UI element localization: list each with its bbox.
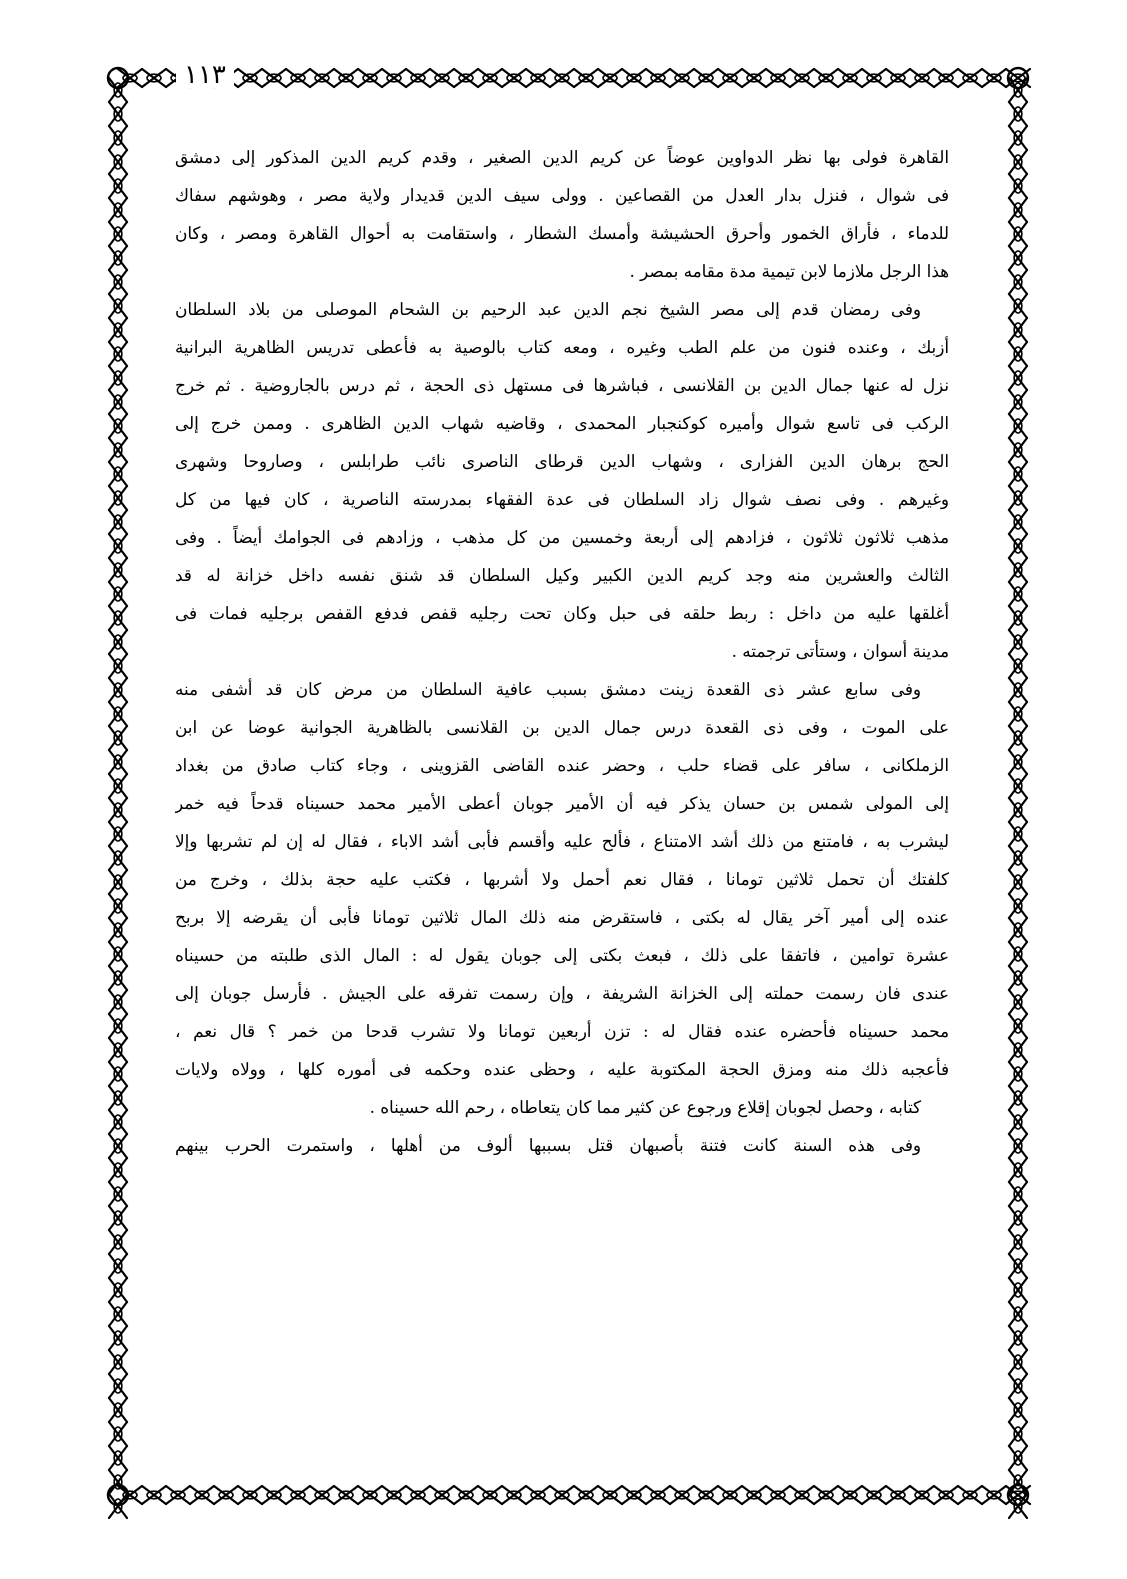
text-line: الثالث والعشرين منه وجد كريم الدين الكبير وكيل السلطان قد شنق نفسه داخل خزانة له قد xyxy=(175,565,949,585)
text-line: نزل له عنها جمال الدين بن القلانسى ، فباشرها فى مستهل ذى الحجة ، ثم درس بالجاروضية . ثم خرج xyxy=(175,375,949,395)
text-line: الركب فى تاسع شوال وأميره كوكنجبار المحمدى ، وقاضيه شهاب الدين الظاهرى . وممن خرج إلى xyxy=(175,413,949,433)
text-line: كلفتك أن تحمل ثلاثين تومانا ، فقال نعم أحمل ولا أشربها ، فكتب عليه حجة بذلك ، وخرج من xyxy=(175,869,949,889)
text-line: وفى رمضان قدم إلى مصر الشيخ نجم الدين عبد الرحيم بن الشحام الموصلى من بلاد السلطان xyxy=(175,299,921,319)
text-line: عشرة توامين ، فاتفقا على ذلك ، فبعث بكتى إلى جوبان يقول له : المال الذى طلبته من حسيناه xyxy=(175,945,949,965)
text-line: محمد حسيناه فأحضره عنده فقال له : تزن أربعين تومانا ولا تشرب قدحا من خمر ؟ قال نعم ، xyxy=(175,1021,949,1041)
text-line: أزبك ، وعنده فنون من علم الطب وغيره ، ومعه كتاب بالوصية به فأعطى تدريس الظاهرية البرانية xyxy=(175,337,949,357)
text-line: عنده إلى أمير آخر يقال له بكتى ، فاستقرض منه ذلك المال ثلاثين تومانا فأبى أن يقرضه إلا بربح xyxy=(175,907,949,927)
text-line: القاهرة فولى بها نظر الدواوين عوضاً عن كريم الدين الصغير ، وقدم كريم الدين المذكور إلى دمشق xyxy=(175,147,949,167)
text-line: للدماء ، فأراق الخمور وأحرق الحشيشة وأمسك الشطار ، واستقامت به أحوال القاهرة ومصر ، وكان xyxy=(175,223,949,243)
text-line: وفى سابع عشر ذى القعدة زينت دمشق بسبب عافية السلطان من مرض كان قد أشفى منه xyxy=(175,679,921,699)
text-line: مدينة أسوان ، وستأتى ترجمته . xyxy=(731,641,949,661)
text-line: ليشرب به ، فامتنع من ذلك أشد الامتناع ، فألح عليه وأقسم فأبى أشد الاباء ، فقال له إن لم تشربها وإلا xyxy=(175,831,949,851)
text-line: هذا الرجل ملازما لابن تيمية مدة مقامه بمصر . xyxy=(629,261,949,281)
text-line: الزملكانى ، سافر على قضاء حلب ، وحضر عنده القاضى القزوينى ، وجاء كتاب صادق من بغداد xyxy=(175,755,949,775)
text-line: مذهب ثلاثون ثلاثون ، فزادهم إلى أربعة وخمسين من كل مذهب ، وزادهم فى الجوامك أيضاً . وفى xyxy=(175,527,949,547)
text-line: على الموت ، وفى ذى القعدة درس جمال الدين بن القلانسى بالظاهرية الجوانية عوضا عن ابن xyxy=(175,717,949,737)
page-number: ١١٣ xyxy=(176,62,234,88)
text-line: كتابه ، وحصل لجوبان إقلاع ورجوع عن كثير مما كان يتعاطاه ، رحم الله حسيناه . xyxy=(369,1097,921,1117)
text-line: وفى هذه السنة كانت فتنة بأصبهان قتل بسببها ألوف من أهلها ، واستمرت الحرب بينهم xyxy=(175,1135,921,1155)
text-line: إلى المولى شمس بن حسان يذكر فيه أن الأمير جوبان أعطى الأمير محمد حسيناه قدحاً فيه خمر xyxy=(175,793,949,813)
text-line: الحج برهان الدين الفزارى ، وشهاب الدين قرطاى الناصرى نائب طرابلس ، وصاروحا وشهرى xyxy=(175,451,949,471)
text-line: أغلقها عليه من داخل : ربط حلقه فى حبل وكان تحت رجليه قفص فدفع القفص برجليه فمات فى xyxy=(175,603,949,623)
body-text xyxy=(175,138,949,1164)
text-line: عندى فان رسمت حملته إلى الخزانة الشريفة ، وإن رسمت تفرقه على الجيش . فأرسل جوبان إلى xyxy=(175,983,949,1003)
text-line: فأعجبه ذلك منه ومزق الحجة المكتوبة عليه ، وحظى عنده وحكمه فى أموره كلها ، وولاه ولايات xyxy=(175,1059,949,1079)
text-line: فى شوال ، فنزل بدار العدل من القصاعين . وولى سيف الدين قديدار ولاية مصر ، وهوشهم سفاك xyxy=(175,185,949,205)
text-line: وغيرهم . وفى نصف شوال زاد السلطان فى عدة الفقهاء بمدرسته الناصرية ، كان فيها من كل xyxy=(175,489,949,509)
